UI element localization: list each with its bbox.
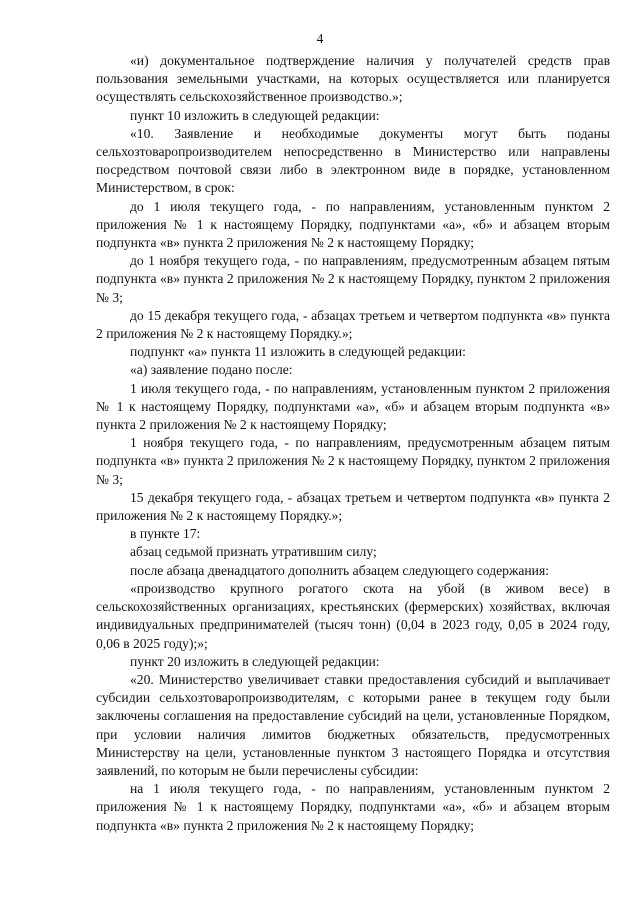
paragraph: подпункт «а» пункта 11 изложить в следующей редакции: — [130, 344, 466, 360]
page-number: 4 — [316, 31, 324, 46]
paragraph: «производство крупного рогатого скота на убой (в живом весе) в сельскохозяйственных организациях, крестьянских (фермерских) хозяйствах, включая индивидуальных предпринимателей (тысяч тонн) (0,04 в 2023 году, 0,05 в 2024 году, 0,06 в 2025 году);»; — [96, 580, 610, 651]
paragraph: пункт 20 изложить в следующей редакции: — [130, 653, 380, 669]
paragraph: 1 ноября текущего года, - по направлениям, предусмотренным абзацем пятым подпункта «в» пункта 2 приложения № 2 к настоящему Порядку, пунктом 2 приложения № 3; — [96, 435, 610, 487]
paragraph: до 1 июля текущего года, - по направлениям, установленным пунктом 2 приложения № 1 к настоящему Порядку, подпунктами «а», «б» и абзацем вторым подпункта «в» пункта 2 приложения № 2 к настоящему Порядку; — [96, 198, 610, 251]
paragraph: до 1 ноября текущего года, - по направлениям, предусмотренным абзацем пятым подпункта «в» пункта 2 приложения № 2 к настоящему Порядку, пунктом 2 приложения № 3; — [96, 253, 610, 305]
paragraph: 15 декабря текущего года, - абзацах третьем и четвертом подпункта «в» пункта 2 приложения № 2 к настоящему Порядку.»; — [96, 489, 610, 524]
paragraph: до 15 декабря текущего года, - абзацах третьем и четвертом подпункта «в» пункта 2 приложения № 2 к настоящему Порядку.»; — [96, 307, 610, 342]
document-body — [96, 52, 610, 835]
paragraph: в пункте 17: — [130, 526, 201, 542]
paragraph: пункт 10 изложить в следующей редакции: — [130, 107, 380, 123]
paragraph: «и) документальное подтверждение наличия у получателей средств прав пользования земельными участками, на которых осуществляется или планируется осуществлять сельскохозяйственное производство.»; — [96, 53, 610, 105]
paragraph: «10. Заявление и необходимые документы могут быть поданы сельхозтоваропроизводителем непосредственно в Министерство или направлены посредством почтовой связи либо в электронном виде в порядке, установленном Министерством, в срок: — [96, 125, 610, 196]
paragraph: абзац седьмой признать утратившим силу; — [130, 544, 377, 560]
paragraph: 1 июля текущего года, - по направлениям, установленным пунктом 2 приложения № 1 к настоящему Порядку, подпунктами «а», «б» и абзацем вторым подпункта «в» пункта 2 приложения № 2 к настоящему Порядку; — [96, 380, 610, 433]
paragraph: «а) заявление подано после: — [130, 362, 293, 378]
paragraph: на 1 июля текущего года, - по направлениям, установленным пунктом 2 приложения № 1 к настоящему Порядку, подпунктами «а», «б» и абзацем вторым подпункта «в» пункта 2 приложения № 2 к настоящему Порядку; — [96, 781, 610, 833]
paragraph: после абзаца двенадцатого дополнить абзацем следующего содержания: — [130, 562, 549, 578]
paragraph: «20. Министерство увеличивает ставки предоставления субсидий и выплачивает субсидии сельхозтоваропроизводителям, с которыми ранее в текущем году были заключены соглашения на предоставление субсидий на цели, установленные Порядком, при условии наличия лимитов бюджетных обязательств, предусмотренных Министерству на цели, установленные пунктом 3 настоящего Порядка и отсутствия заявлений, по которым не были перечислены субсидии: — [96, 671, 610, 778]
